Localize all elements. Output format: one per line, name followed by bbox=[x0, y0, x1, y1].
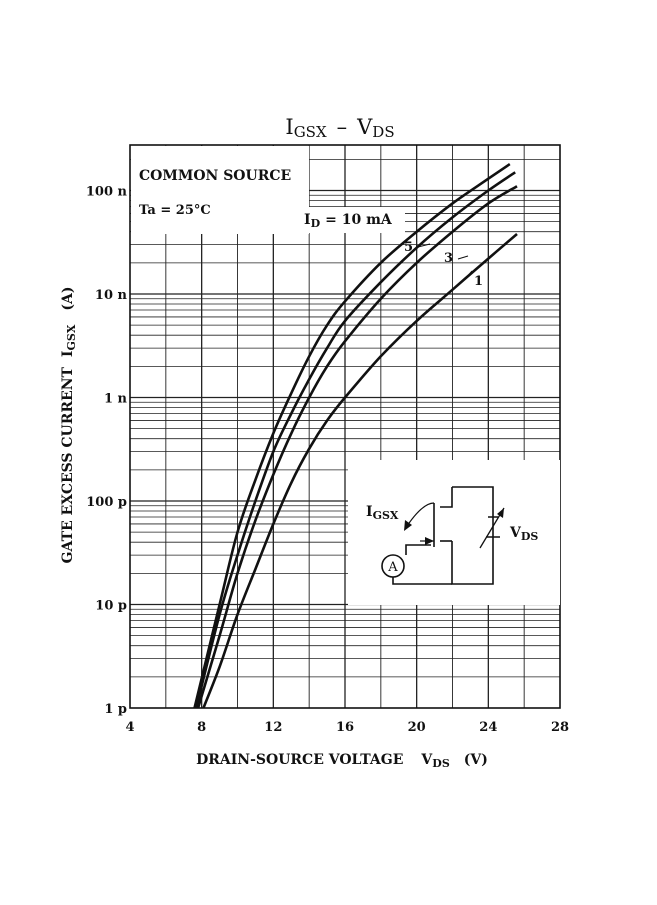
series-line-3-mA bbox=[198, 186, 517, 708]
x-tick-label: 20 bbox=[407, 720, 426, 735]
curve-label-1: 1 bbox=[474, 274, 484, 289]
x-tick-label: 12 bbox=[264, 720, 283, 735]
ammeter-label: A bbox=[388, 560, 398, 575]
x-tick-label: 16 bbox=[335, 720, 355, 735]
y-tick-label: 10 n bbox=[94, 288, 127, 303]
y-tick-label: 1 p bbox=[104, 702, 127, 717]
x-tick-label: 24 bbox=[479, 720, 498, 735]
curves bbox=[195, 164, 518, 708]
x-tick-labels bbox=[125, 720, 569, 735]
curve-label-leader bbox=[458, 256, 468, 259]
curve-label-5: 5 bbox=[404, 240, 414, 255]
x-tick-label: 8 bbox=[197, 720, 207, 735]
x-tick-label: 28 bbox=[550, 720, 570, 735]
y-tick-labels bbox=[86, 185, 128, 718]
x-axis-label: DRAIN-SOURCE VOLTAGE $V_{DS}$ (V) bbox=[196, 752, 488, 770]
annotation-id: $I_D = 10$ mA bbox=[304, 212, 392, 230]
chart-title: IGSX – VDS bbox=[285, 115, 395, 141]
y-tick-label: 10 p bbox=[95, 598, 127, 614]
annotation-box bbox=[131, 146, 309, 234]
annotation-ta: Ta = 25°C bbox=[139, 203, 211, 218]
y-tick-label: 1 n bbox=[103, 391, 127, 407]
inset-vds-label: $V_{DS}$ bbox=[510, 525, 539, 543]
y-tick-label: 100 p bbox=[86, 495, 127, 510]
series-line-10-mA bbox=[195, 164, 510, 708]
y-tick-label: 100 n bbox=[85, 184, 127, 200]
curve-label-3: 3 bbox=[444, 251, 454, 266]
x-tick-label: 4 bbox=[125, 720, 135, 735]
inset-igsx-label: $I_{GSX}$ bbox=[366, 504, 399, 522]
annotation-common-source: COMMON SOURCE bbox=[139, 168, 292, 184]
y-axis-label: GATE EXCESS $CURRENTI_{GSX}(A)$ bbox=[60, 286, 78, 564]
